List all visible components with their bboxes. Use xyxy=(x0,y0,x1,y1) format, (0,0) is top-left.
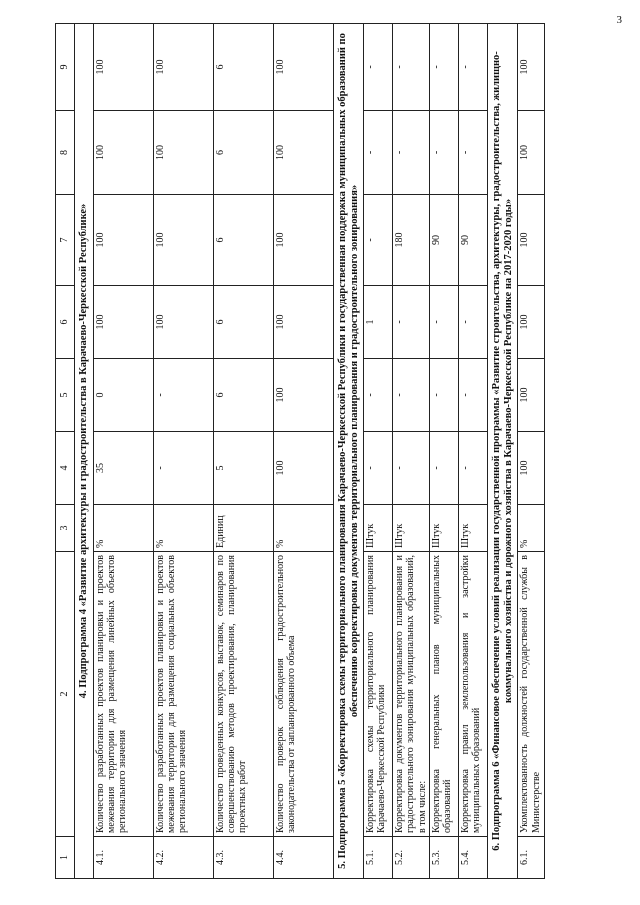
indicator-name: Корректировка документов территориального планирования и градостроительного зонирования муниципальных образований, в том числе: xyxy=(393,552,430,837)
value-col-9: - xyxy=(393,24,430,111)
row-number: 5.1. xyxy=(364,837,393,879)
value-col-8: 100 xyxy=(518,111,545,195)
value-col-6: - xyxy=(458,286,487,359)
column-header: 3 xyxy=(56,505,75,552)
value-col-4: - xyxy=(153,432,213,505)
section-title: 5. Подпрограмма 5 «Корректировка схемы территориального планирования Карачаево-Черкесской Республики и государственная поддержка муниципальных образований по обеспечению корректировки документов территориального планирования и градостроительного зонирования» xyxy=(333,24,364,879)
column-number-row xyxy=(56,24,75,879)
value-col-6: 100 xyxy=(518,286,545,359)
row-number: 4.1. xyxy=(93,837,153,879)
value-col-9: 100 xyxy=(518,24,545,111)
indicator-name: Корректировка правил землепользования и застройки муниципальных образований xyxy=(458,552,487,837)
indicators-table-sheet xyxy=(55,24,573,879)
table-row xyxy=(393,24,430,879)
value-col-7: 6 xyxy=(213,195,273,286)
value-col-6: 100 xyxy=(273,286,333,359)
indicator-name: Корректировка схемы территориального планирования Карачаево-Черкесской Республики xyxy=(364,552,393,837)
value-col-7: 90 xyxy=(429,195,458,286)
value-col-4: - xyxy=(364,432,393,505)
value-col-6: - xyxy=(429,286,458,359)
table-row xyxy=(153,24,213,879)
value-col-7: 100 xyxy=(273,195,333,286)
value-col-9: 100 xyxy=(153,24,213,111)
section-title-row xyxy=(75,24,94,879)
value-col-7: 100 xyxy=(93,195,153,286)
column-header: 9 xyxy=(56,24,75,111)
value-col-8: - xyxy=(393,111,430,195)
value-col-4: - xyxy=(429,432,458,505)
value-col-7: 100 xyxy=(153,195,213,286)
section-title: 6. Подпрограмма 6 «Финансовое обеспечение условий реализации государственной программы «Развитие строительства, архитектуры, градостроительства, жилищно-коммунального хозяйства и дорожного хозяйства в Карачаево-Черкесской Республике на 2017-2020 годы» xyxy=(487,24,518,879)
value-col-7: 90 xyxy=(458,195,487,286)
unit: Штук xyxy=(364,505,393,552)
value-col-7: 100 xyxy=(518,195,545,286)
table-row xyxy=(429,24,458,879)
unit: Штук xyxy=(458,505,487,552)
unit: Единиц xyxy=(213,505,273,552)
page-number: 3 xyxy=(616,14,622,26)
value-col-5: - xyxy=(429,359,458,432)
value-col-9: 6 xyxy=(213,24,273,111)
section-title: 4. Подпрограмма 4 «Развитие архитектуры и градостроительства в Карачаево-Черкесской Республике» xyxy=(75,24,94,879)
row-number: 4.3. xyxy=(213,837,273,879)
column-header: 2 xyxy=(56,552,75,837)
unit: % xyxy=(93,505,153,552)
value-col-4: 100 xyxy=(518,432,545,505)
indicators-table xyxy=(55,23,545,879)
value-col-6: 6 xyxy=(213,286,273,359)
value-col-5: - xyxy=(393,359,430,432)
value-col-8: - xyxy=(458,111,487,195)
value-col-5: 0 xyxy=(93,359,153,432)
unit: Штук xyxy=(393,505,430,552)
table-row xyxy=(364,24,393,879)
unit: % xyxy=(153,505,213,552)
indicator-name: Количество разработанных проектов планировки и проектов межевания территории для размещения социальных объектов регионального значения xyxy=(153,552,213,837)
indicator-name: Количество разработанных проектов планировки и проектов межевания территории для размещения линейных объектов регионального значения xyxy=(93,552,153,837)
value-col-9: 100 xyxy=(273,24,333,111)
value-col-4: 35 xyxy=(93,432,153,505)
value-col-5: - xyxy=(364,359,393,432)
value-col-9: 100 xyxy=(93,24,153,111)
value-col-6: 1 xyxy=(364,286,393,359)
section-title-row xyxy=(333,24,364,879)
table-row xyxy=(458,24,487,879)
value-col-5: 100 xyxy=(273,359,333,432)
indicator-name: Количество проверок соблюдения градостроительного законодательства от запланированного объема xyxy=(273,552,333,837)
row-number: 6.1. xyxy=(518,837,545,879)
value-col-6: 100 xyxy=(93,286,153,359)
section-title-row xyxy=(487,24,518,879)
column-header: 8 xyxy=(56,111,75,195)
value-col-8: - xyxy=(429,111,458,195)
value-col-8: 6 xyxy=(213,111,273,195)
value-col-4: 100 xyxy=(273,432,333,505)
value-col-5: 100 xyxy=(518,359,545,432)
value-col-7: 180 xyxy=(393,195,430,286)
row-number: 4.4. xyxy=(273,837,333,879)
column-header: 4 xyxy=(56,432,75,505)
value-col-7: - xyxy=(364,195,393,286)
table-row xyxy=(213,24,273,879)
value-col-9: - xyxy=(458,24,487,111)
value-col-5: - xyxy=(153,359,213,432)
value-col-9: - xyxy=(364,24,393,111)
value-col-8: - xyxy=(364,111,393,195)
row-number: 5.4. xyxy=(458,837,487,879)
unit: Штук xyxy=(429,505,458,552)
value-col-8: 100 xyxy=(153,111,213,195)
table-row xyxy=(273,24,333,879)
value-col-6: - xyxy=(393,286,430,359)
table-body xyxy=(75,24,545,879)
row-number: 5.2. xyxy=(393,837,430,879)
column-header: 6 xyxy=(56,286,75,359)
value-col-9: - xyxy=(429,24,458,111)
table-row xyxy=(518,24,545,879)
value-col-5: 6 xyxy=(213,359,273,432)
value-col-8: 100 xyxy=(93,111,153,195)
column-header: 1 xyxy=(56,837,75,879)
value-col-4: - xyxy=(458,432,487,505)
value-col-4: 5 xyxy=(213,432,273,505)
indicator-name: Количество проведенных конкурсов, выставок, семинаров по совершенствованию методов проектирования, планирования проектных работ xyxy=(213,552,273,837)
table-row xyxy=(93,24,153,879)
unit: % xyxy=(273,505,333,552)
value-col-4: - xyxy=(393,432,430,505)
indicator-name: Корректировка генеральных планов муниципальных образований xyxy=(429,552,458,837)
value-col-8: 100 xyxy=(273,111,333,195)
unit: % xyxy=(518,505,545,552)
column-header: 5 xyxy=(56,359,75,432)
column-header: 7 xyxy=(56,195,75,286)
value-col-6: 100 xyxy=(153,286,213,359)
row-number: 4.2. xyxy=(153,837,213,879)
indicator-name: Укомплектованность должностей государственной службы в Министерстве xyxy=(518,552,545,837)
value-col-5: - xyxy=(458,359,487,432)
row-number: 5.3. xyxy=(429,837,458,879)
